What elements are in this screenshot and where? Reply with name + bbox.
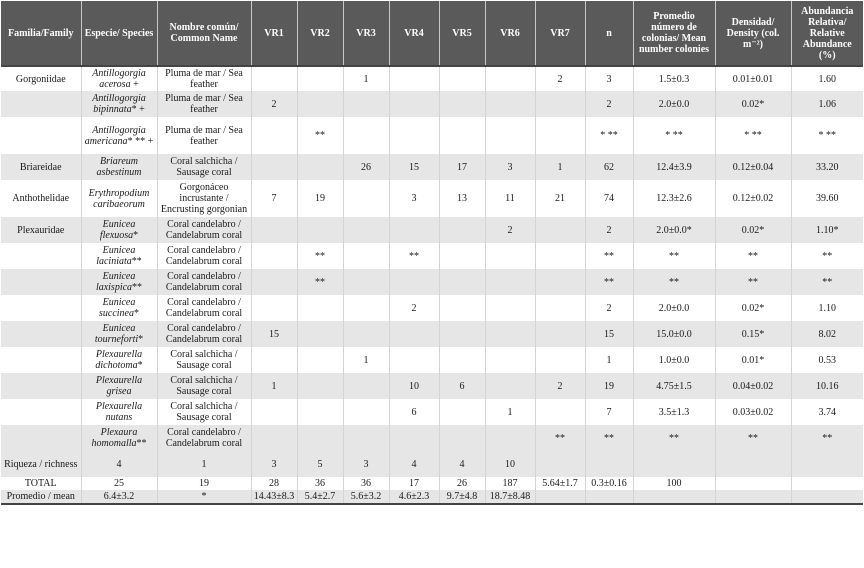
- table-row: [1, 154, 863, 180]
- vr2-cell: [297, 425, 343, 451]
- header-species: Especie/ Species: [81, 1, 157, 66]
- n-cell: **: [585, 269, 633, 295]
- vr5-cell: [439, 269, 485, 295]
- common-name-cell: Coral candelabro / Candelabrum coral: [157, 243, 251, 269]
- mean-cell: **: [633, 243, 715, 269]
- species-name: Eunicea tourneforti: [94, 323, 139, 345]
- summary-vr7-cell: [535, 490, 585, 504]
- vr5-cell: [439, 243, 485, 269]
- header-vr5: VR5: [439, 1, 485, 66]
- abundance-cell: 3.74: [791, 399, 863, 425]
- species-cell: [81, 373, 157, 399]
- species-cell: [81, 347, 157, 373]
- summary-density-cell: [715, 451, 791, 477]
- family-cell: [1, 399, 81, 425]
- vr5-cell: [439, 295, 485, 321]
- density-cell: 0.02*: [715, 295, 791, 321]
- density-cell: **: [715, 243, 791, 269]
- summary-vr2-cell: 5: [297, 451, 343, 477]
- vr7-cell: [535, 295, 585, 321]
- mean-cell: * **: [633, 117, 715, 154]
- summary-vr3-cell: 3: [343, 451, 389, 477]
- density-cell: 0.12±0.04: [715, 154, 791, 180]
- vr6-cell: [485, 425, 535, 451]
- vr5-cell: [439, 66, 485, 91]
- summary-vr3-cell: 5.6±3.2: [343, 490, 389, 504]
- header-vr1: VR1: [251, 1, 297, 66]
- vr3-cell: [343, 269, 389, 295]
- species-name: Antillogorgia bipinnata: [92, 93, 146, 115]
- species-name: Plexaurella dichotoma: [95, 349, 143, 371]
- table-row: [1, 399, 863, 425]
- species-name: Briareum asbestinum: [96, 156, 142, 178]
- vr6-cell: [485, 295, 535, 321]
- species-table: [1, 1, 863, 505]
- species-cell: [81, 243, 157, 269]
- header-density: Densidad/ Density (col. m⁻²): [715, 1, 791, 66]
- vr1-cell: [251, 295, 297, 321]
- vr6-cell: [485, 373, 535, 399]
- summary-n-cell: [585, 490, 633, 504]
- vr7-cell: 2: [535, 66, 585, 91]
- table-row: [1, 295, 863, 321]
- abundance-cell: 1.60: [791, 66, 863, 91]
- summary-vr1-cell: 14.43±8.3: [251, 490, 297, 504]
- summary-vr5-cell: 4: [439, 451, 485, 477]
- vr5-cell: [439, 425, 485, 451]
- vr2-cell: **: [297, 117, 343, 154]
- vr5-cell: [439, 347, 485, 373]
- species-cell: [81, 295, 157, 321]
- vr1-cell: 15: [251, 321, 297, 347]
- mean-cell: 3.5±1.3: [633, 399, 715, 425]
- vr7-cell: [535, 217, 585, 243]
- species-mark: *: [138, 334, 144, 345]
- vr2-cell: [297, 91, 343, 117]
- table-row: [1, 425, 863, 451]
- header-vr6: VR6: [485, 1, 535, 66]
- density-cell: **: [715, 425, 791, 451]
- species-mark: **: [131, 256, 142, 267]
- summary-c2-cell: 19: [157, 477, 251, 490]
- vr2-cell: [297, 295, 343, 321]
- summary-abundance-cell: [791, 451, 863, 477]
- vr5-cell: 6: [439, 373, 485, 399]
- abundance-cell: 0.53: [791, 347, 863, 373]
- abundance-cell: 1.06: [791, 91, 863, 117]
- table-row: [1, 117, 863, 154]
- abundance-cell: **: [791, 269, 863, 295]
- species-name: Antillogorgia acerosa: [92, 68, 146, 90]
- summary-abundance-cell: [791, 490, 863, 504]
- species-cell: [81, 321, 157, 347]
- vr2-cell: [297, 347, 343, 373]
- header-family: Familia/Family: [1, 1, 81, 66]
- table-row: [1, 243, 863, 269]
- summary-n-cell: 0.3±0.16: [585, 477, 633, 490]
- header-vr4: VR4: [389, 1, 439, 66]
- vr3-cell: [343, 295, 389, 321]
- species-cell: [81, 399, 157, 425]
- vr3-cell: [343, 243, 389, 269]
- vr6-cell: [485, 117, 535, 154]
- vr4-cell: 2: [389, 295, 439, 321]
- vr4-cell: **: [389, 243, 439, 269]
- density-cell: 0.02*: [715, 91, 791, 117]
- family-cell: [1, 425, 81, 451]
- n-cell: 2: [585, 91, 633, 117]
- family-cell: [1, 243, 81, 269]
- vr4-cell: [389, 66, 439, 91]
- vr3-cell: [343, 321, 389, 347]
- summary-mean-cell: [633, 490, 715, 504]
- table-row: [1, 217, 863, 243]
- summary-density-cell: [715, 490, 791, 504]
- vr4-cell: 15: [389, 154, 439, 180]
- vr5-cell: [439, 117, 485, 154]
- summary-row: [1, 451, 863, 477]
- species-mark: **: [132, 282, 143, 293]
- vr1-cell: [251, 117, 297, 154]
- vr1-cell: [251, 243, 297, 269]
- summary-label: Riqueza / richness: [1, 451, 81, 477]
- density-cell: 0.02*: [715, 217, 791, 243]
- summary-vr6-cell: 187: [485, 477, 535, 490]
- vr7-cell: [535, 117, 585, 154]
- mean-cell: 2.0±0.0*: [633, 217, 715, 243]
- summary-row: [1, 490, 863, 504]
- table-row: [1, 180, 863, 217]
- vr7-cell: [535, 91, 585, 117]
- summary-vr3-cell: 36: [343, 477, 389, 490]
- vr1-cell: 7: [251, 180, 297, 217]
- table-row: [1, 66, 863, 91]
- species-mark: **: [136, 438, 147, 449]
- summary-c2-cell: *: [157, 490, 251, 504]
- vr6-cell: [485, 269, 535, 295]
- n-cell: 1: [585, 347, 633, 373]
- vr2-cell: [297, 154, 343, 180]
- summary-abundance-cell: [791, 477, 863, 490]
- species-name: Eunicea flexuosa: [99, 219, 136, 241]
- vr4-cell: [389, 269, 439, 295]
- vr2-cell: **: [297, 269, 343, 295]
- vr3-cell: [343, 180, 389, 217]
- abundance-cell: 1.10: [791, 295, 863, 321]
- vr3-cell: [343, 399, 389, 425]
- vr7-cell: [535, 321, 585, 347]
- vr5-cell: 17: [439, 154, 485, 180]
- species-mark: * ** +: [127, 135, 154, 147]
- vr4-cell: 10: [389, 373, 439, 399]
- species-cell: [81, 66, 157, 91]
- vr7-cell: [535, 243, 585, 269]
- vr3-cell: [343, 217, 389, 243]
- vr5-cell: [439, 91, 485, 117]
- vr6-cell: [485, 91, 535, 117]
- summary-c1-cell: 6.4±3.2: [81, 490, 157, 504]
- vr7-cell: 2: [535, 373, 585, 399]
- table-row: [1, 373, 863, 399]
- n-cell: 2: [585, 217, 633, 243]
- abundance-cell: * **: [791, 117, 863, 154]
- species-cell: [81, 425, 157, 451]
- common-name-cell: Coral candelabro / Candelabrum coral: [157, 295, 251, 321]
- vr7-cell: [535, 269, 585, 295]
- vr4-cell: [389, 91, 439, 117]
- summary-vr7-cell: [535, 451, 585, 477]
- family-cell: [1, 91, 81, 117]
- mean-cell: 12.4±3.9: [633, 154, 715, 180]
- family-cell: Anthothelidae: [1, 180, 81, 217]
- vr2-cell: **: [297, 243, 343, 269]
- vr6-cell: [485, 66, 535, 91]
- summary-density-cell: [715, 477, 791, 490]
- summary-row: [1, 477, 863, 490]
- n-cell: * **: [585, 117, 633, 154]
- family-cell: [1, 373, 81, 399]
- common-name-cell: Pluma de mar / Sea feather: [157, 91, 251, 117]
- species-mark: * +: [131, 104, 145, 115]
- table-row: [1, 347, 863, 373]
- summary-mean-cell: 100: [633, 477, 715, 490]
- abundance-cell: **: [791, 243, 863, 269]
- species-name: Antillogorgia americana: [84, 124, 146, 147]
- vr4-cell: [389, 217, 439, 243]
- summary-label: TOTAL: [1, 477, 81, 490]
- density-cell: 0.12±0.02: [715, 180, 791, 217]
- species-cell: [81, 217, 157, 243]
- species-mark: *: [137, 360, 143, 371]
- n-cell: 7: [585, 399, 633, 425]
- vr4-cell: [389, 321, 439, 347]
- summary-mean-cell: [633, 451, 715, 477]
- n-cell: **: [585, 425, 633, 451]
- vr4-cell: [389, 425, 439, 451]
- vr6-cell: 3: [485, 154, 535, 180]
- table-row: [1, 321, 863, 347]
- n-cell: 3: [585, 66, 633, 91]
- abundance-cell: 8.02: [791, 321, 863, 347]
- vr4-cell: [389, 347, 439, 373]
- n-cell: 15: [585, 321, 633, 347]
- n-cell: 19: [585, 373, 633, 399]
- vr6-cell: [485, 243, 535, 269]
- vr1-cell: [251, 425, 297, 451]
- species-name: Plexaurella grisea: [95, 375, 143, 397]
- summary-vr2-cell: 36: [297, 477, 343, 490]
- mean-cell: 1.0±0.0: [633, 347, 715, 373]
- common-name-cell: Coral candelabro / Candelabrum coral: [157, 425, 251, 451]
- summary-vr4-cell: 17: [389, 477, 439, 490]
- summary-vr6-cell: 10: [485, 451, 535, 477]
- summary-vr7-cell: 5.64±1.7: [535, 477, 585, 490]
- density-cell: 0.01*: [715, 347, 791, 373]
- vr7-cell: **: [535, 425, 585, 451]
- family-cell: [1, 347, 81, 373]
- n-cell: 62: [585, 154, 633, 180]
- density-cell: 0.04±0.02: [715, 373, 791, 399]
- header-mean-colonies: Promedio número de colonias/ Mean number colonies: [633, 1, 715, 66]
- family-cell: Gorgoniidae: [1, 66, 81, 91]
- common-name-cell: Gorgonáceo incrustante / Encrusting gorgonian: [157, 180, 251, 217]
- header-relative-abundance: Abundancia Relativa/ Relative Abundance (%): [791, 1, 863, 66]
- summary-c1-cell: 4: [81, 451, 157, 477]
- vr2-cell: [297, 399, 343, 425]
- abundance-cell: 33.20: [791, 154, 863, 180]
- common-name-cell: Coral candelabro / Candelabrum coral: [157, 217, 251, 243]
- common-name-cell: Coral salchicha / Sausage coral: [157, 347, 251, 373]
- summary-vr1-cell: 28: [251, 477, 297, 490]
- vr3-cell: 1: [343, 66, 389, 91]
- header-n: n: [585, 1, 633, 66]
- common-name-cell: Coral candelabro / Candelabrum coral: [157, 321, 251, 347]
- common-name-cell: Coral salchicha / Sausage coral: [157, 154, 251, 180]
- species-name: Eunicea laciniata: [96, 245, 136, 267]
- abundance-cell: **: [791, 425, 863, 451]
- mean-cell: 1.5±0.3: [633, 66, 715, 91]
- mean-cell: **: [633, 269, 715, 295]
- vr2-cell: [297, 373, 343, 399]
- vr1-cell: [251, 399, 297, 425]
- species-cell: [81, 180, 157, 217]
- species-mark: *: [133, 230, 139, 241]
- vr5-cell: 13: [439, 180, 485, 217]
- summary-vr5-cell: 9.7±4.8: [439, 490, 485, 504]
- common-name-cell: Coral candelabro / Candelabrum coral: [157, 269, 251, 295]
- common-name-cell: Coral salchicha / Sausage coral: [157, 373, 251, 399]
- vr5-cell: [439, 217, 485, 243]
- species-cell: [81, 269, 157, 295]
- common-name-cell: Pluma de mar / Sea feather: [157, 117, 251, 154]
- vr3-cell: [343, 117, 389, 154]
- header-common-name: Nombre común/ Common Name: [157, 1, 251, 66]
- table-row: [1, 269, 863, 295]
- vr4-cell: [389, 117, 439, 154]
- header-row: [1, 1, 863, 66]
- family-cell: Plexauridae: [1, 217, 81, 243]
- vr6-cell: 1: [485, 399, 535, 425]
- vr2-cell: 19: [297, 180, 343, 217]
- vr2-cell: [297, 321, 343, 347]
- n-cell: 2: [585, 295, 633, 321]
- mean-cell: 12.3±2.6: [633, 180, 715, 217]
- species-cell: [81, 154, 157, 180]
- vr5-cell: [439, 399, 485, 425]
- vr3-cell: [343, 425, 389, 451]
- species-name: Erythropodium caribaeorum: [88, 187, 150, 210]
- n-cell: 74: [585, 180, 633, 217]
- summary-label: Promedio / mean: [1, 490, 81, 504]
- family-cell: [1, 321, 81, 347]
- summary-c1-cell: 25: [81, 477, 157, 490]
- summary-vr4-cell: 4.6±2.3: [389, 490, 439, 504]
- vr4-cell: 6: [389, 399, 439, 425]
- abundance-cell: 1.10*: [791, 217, 863, 243]
- family-cell: [1, 295, 81, 321]
- vr5-cell: [439, 321, 485, 347]
- summary-c2-cell: 1: [157, 451, 251, 477]
- vr3-cell: 26: [343, 154, 389, 180]
- density-cell: **: [715, 269, 791, 295]
- mean-cell: 2.0±0.0: [633, 91, 715, 117]
- family-cell: [1, 269, 81, 295]
- vr1-cell: [251, 269, 297, 295]
- vr4-cell: 3: [389, 180, 439, 217]
- vr6-cell: 11: [485, 180, 535, 217]
- density-cell: * **: [715, 117, 791, 154]
- density-cell: 0.03±0.02: [715, 399, 791, 425]
- family-cell: Briareidae: [1, 154, 81, 180]
- density-cell: 0.01±0.01: [715, 66, 791, 91]
- table-row: [1, 91, 863, 117]
- summary-vr6-cell: 18.7±8.48: [485, 490, 535, 504]
- vr7-cell: [535, 399, 585, 425]
- vr3-cell: [343, 91, 389, 117]
- vr1-cell: 1: [251, 373, 297, 399]
- vr3-cell: [343, 373, 389, 399]
- vr1-cell: [251, 66, 297, 91]
- summary-vr5-cell: 26: [439, 477, 485, 490]
- vr7-cell: [535, 347, 585, 373]
- summary-vr2-cell: 5.4±2.7: [297, 490, 343, 504]
- table-body: [1, 66, 863, 504]
- species-cell: [81, 117, 157, 154]
- vr1-cell: [251, 217, 297, 243]
- common-name-cell: Pluma de mar / Sea feather: [157, 66, 251, 91]
- density-cell: 0.15*: [715, 321, 791, 347]
- common-name-cell: Coral salchicha / Sausage coral: [157, 399, 251, 425]
- vr6-cell: [485, 347, 535, 373]
- vr3-cell: 1: [343, 347, 389, 373]
- header-vr2: VR2: [297, 1, 343, 66]
- mean-cell: **: [633, 425, 715, 451]
- n-cell: **: [585, 243, 633, 269]
- abundance-cell: 10.16: [791, 373, 863, 399]
- summary-vr4-cell: 4: [389, 451, 439, 477]
- summary-vr1-cell: 3: [251, 451, 297, 477]
- vr2-cell: [297, 66, 343, 91]
- species-cell: [81, 91, 157, 117]
- header-vr3: VR3: [343, 1, 389, 66]
- species-name: Plexaura homomalla: [91, 427, 138, 449]
- mean-cell: 2.0±0.0: [633, 295, 715, 321]
- mean-cell: 15.0±0.0: [633, 321, 715, 347]
- vr6-cell: [485, 321, 535, 347]
- vr1-cell: [251, 347, 297, 373]
- vr7-cell: 1: [535, 154, 585, 180]
- species-mark: *: [134, 308, 139, 319]
- species-name: Eunicea laxispica: [95, 271, 136, 293]
- family-cell: [1, 117, 81, 154]
- mean-cell: 4.75±1.5: [633, 373, 715, 399]
- species-name: Plexaurella nutans: [95, 401, 143, 423]
- species-name: Eunicea succinea: [99, 297, 136, 319]
- vr1-cell: 2: [251, 91, 297, 117]
- summary-n-cell: [585, 451, 633, 477]
- abundance-cell: 39.60: [791, 180, 863, 217]
- species-mark: +: [130, 79, 139, 90]
- vr6-cell: 2: [485, 217, 535, 243]
- header-vr7: VR7: [535, 1, 585, 66]
- vr2-cell: [297, 217, 343, 243]
- vr1-cell: [251, 154, 297, 180]
- vr7-cell: 21: [535, 180, 585, 217]
